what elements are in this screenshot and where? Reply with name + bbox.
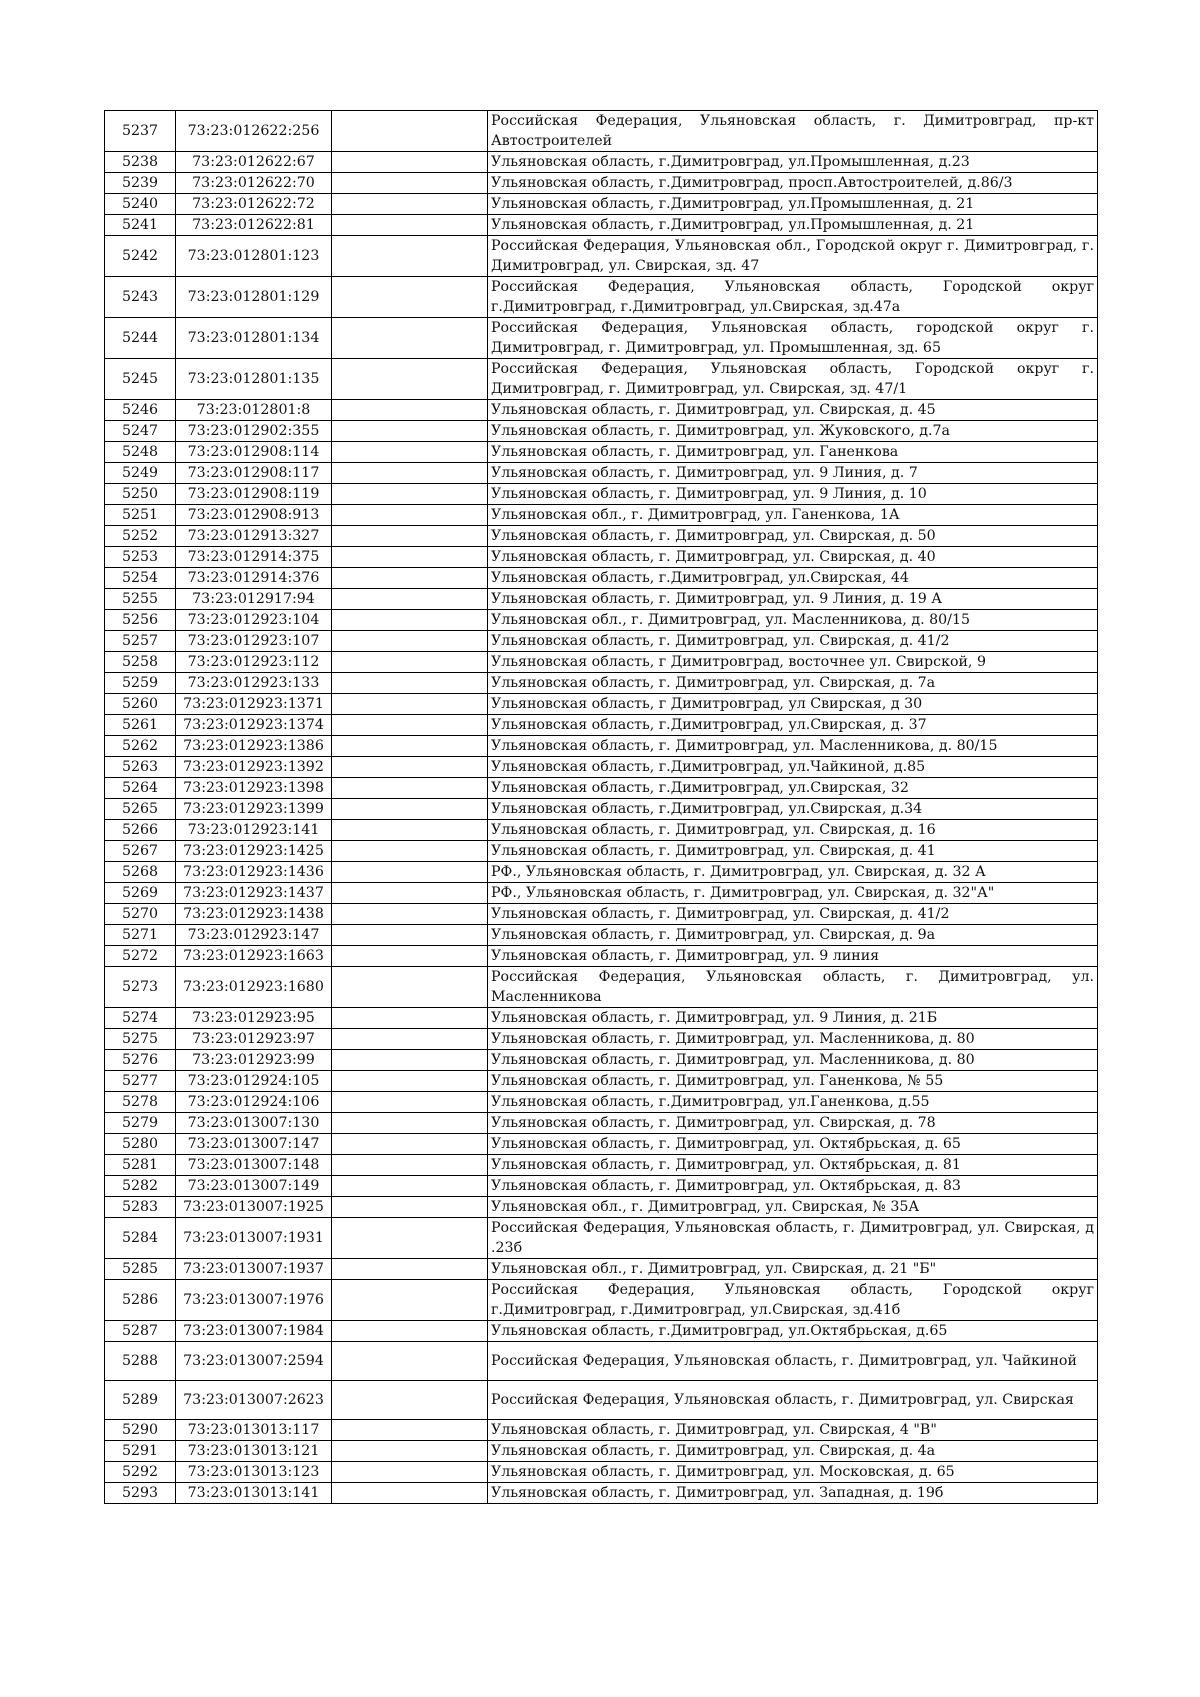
address-cell: Ульяновская область, г. Димитровград, ул. Свирская, д. 45 <box>488 400 1098 421</box>
row-number-cell: 5290 <box>105 1420 176 1441</box>
table-row <box>105 1462 1098 1483</box>
row-number-cell: 5254 <box>105 568 176 589</box>
cadastral-number-cell: 73:23:012923:1374 <box>176 715 332 736</box>
table-row <box>105 1381 1098 1420</box>
address-cell: Ульяновская область, г.Димитровград, ул.Свирская, д.34 <box>488 799 1098 820</box>
table-row <box>105 694 1098 715</box>
row-number-cell: 5280 <box>105 1134 176 1155</box>
empty-cell <box>332 652 488 673</box>
row-number-cell: 5241 <box>105 215 176 236</box>
cadastral-number-cell: 73:23:012923:147 <box>176 925 332 946</box>
table-row <box>105 236 1098 277</box>
empty-cell <box>332 862 488 883</box>
table-row <box>105 526 1098 547</box>
row-number-cell: 5263 <box>105 757 176 778</box>
cadastral-number-cell: 73:23:013007:1931 <box>176 1218 332 1259</box>
address-cell: Российская Федерация, Ульяновская область, городской округ г. Димитровград, г. Димитровград, ул. Промышленная, зд. 65 <box>488 318 1098 359</box>
table-row <box>105 277 1098 318</box>
row-number-cell: 5279 <box>105 1113 176 1134</box>
cadastral-number-cell: 73:23:012908:117 <box>176 463 332 484</box>
table-row <box>105 883 1098 904</box>
empty-cell <box>332 421 488 442</box>
address-cell: Ульяновская область, г Димитровград, ул Свирская, д 30 <box>488 694 1098 715</box>
address-cell: Ульяновская область, г. Димитровград, ул. Свирская, д. 40 <box>488 547 1098 568</box>
table-row <box>105 841 1098 862</box>
row-number-cell: 5283 <box>105 1197 176 1218</box>
address-cell: Российская Федерация, Ульяновская область, г. Димитровград, ул. Чайкиной <box>488 1342 1098 1381</box>
row-number-cell: 5249 <box>105 463 176 484</box>
address-cell: Ульяновская область, г. Димитровград, ул. Свирская, д. 9а <box>488 925 1098 946</box>
empty-cell <box>332 442 488 463</box>
address-cell: Ульяновская область, г.Димитровград, ул.Свирская, 44 <box>488 568 1098 589</box>
table-row <box>105 400 1098 421</box>
row-number-cell: 5242 <box>105 236 176 277</box>
table-row <box>105 820 1098 841</box>
table-row <box>105 1050 1098 1071</box>
row-number-cell: 5246 <box>105 400 176 421</box>
table-row <box>105 736 1098 757</box>
table-row <box>105 359 1098 400</box>
table-row <box>105 111 1098 152</box>
row-number-cell: 5281 <box>105 1155 176 1176</box>
row-number-cell: 5268 <box>105 862 176 883</box>
empty-cell <box>332 1176 488 1197</box>
cadastral-number-cell: 73:23:012923:95 <box>176 1008 332 1029</box>
address-cell: Российская Федерация, Ульяновская обл., Городской округ г. Димитровград, г. Димитровград, ул. Свирская, зд. 47 <box>488 236 1098 277</box>
table-row <box>105 673 1098 694</box>
cadastral-number-cell: 73:23:013007:2623 <box>176 1381 332 1420</box>
empty-cell <box>332 505 488 526</box>
empty-cell <box>332 1321 488 1342</box>
table-row <box>105 547 1098 568</box>
row-number-cell: 5252 <box>105 526 176 547</box>
row-number-cell: 5287 <box>105 1321 176 1342</box>
address-cell: Российская Федерация, Ульяновская область, Городской округ г.Димитровград, г.Димитровград, ул.Свирская, зд.41б <box>488 1280 1098 1321</box>
row-number-cell: 5238 <box>105 152 176 173</box>
row-number-cell: 5275 <box>105 1029 176 1050</box>
table-row <box>105 1008 1098 1029</box>
empty-cell <box>332 715 488 736</box>
table-row <box>105 1420 1098 1441</box>
empty-cell <box>332 820 488 841</box>
cadastral-number-cell: 73:23:013007:1925 <box>176 1197 332 1218</box>
address-cell: Ульяновская область, г. Димитровград, ул. Октябрьская, д. 83 <box>488 1176 1098 1197</box>
parcel-table <box>104 110 1098 1504</box>
table-row <box>105 1113 1098 1134</box>
row-number-cell: 5247 <box>105 421 176 442</box>
empty-cell <box>332 194 488 215</box>
address-cell: Ульяновская область, г. Димитровград, ул. Масленникова, д. 80 <box>488 1050 1098 1071</box>
row-number-cell: 5255 <box>105 589 176 610</box>
row-number-cell: 5243 <box>105 277 176 318</box>
empty-cell <box>332 946 488 967</box>
table-row <box>105 904 1098 925</box>
row-number-cell: 5257 <box>105 631 176 652</box>
empty-cell <box>332 1280 488 1321</box>
cadastral-number-cell: 73:23:013007:130 <box>176 1113 332 1134</box>
table-row <box>105 1218 1098 1259</box>
table-row <box>105 1441 1098 1462</box>
cadastral-number-cell: 73:23:012913:327 <box>176 526 332 547</box>
address-cell: Ульяновская область, г.Димитровград, ул.Чайкиной, д.85 <box>488 757 1098 778</box>
table-row <box>105 463 1098 484</box>
empty-cell <box>332 277 488 318</box>
empty-cell <box>332 463 488 484</box>
empty-cell <box>332 318 488 359</box>
cadastral-number-cell: 73:23:012923:107 <box>176 631 332 652</box>
table-row <box>105 1197 1098 1218</box>
empty-cell <box>332 236 488 277</box>
address-cell: Российская Федерация, Ульяновская область, г. Димитровград, пр-кт Автостроителей <box>488 111 1098 152</box>
empty-cell <box>332 1441 488 1462</box>
table-row <box>105 152 1098 173</box>
address-cell: Ульяновская область, г. Димитровград, ул. Западная, д. 19б <box>488 1483 1098 1504</box>
row-number-cell: 5262 <box>105 736 176 757</box>
cadastral-number-cell: 73:23:013013:121 <box>176 1441 332 1462</box>
row-number-cell: 5269 <box>105 883 176 904</box>
address-cell: Ульяновская область, г. Димитровград, ул. Московская, д. 65 <box>488 1462 1098 1483</box>
address-cell: Ульяновская обл., г. Димитровград, ул. Свирская, № 35А <box>488 1197 1098 1218</box>
table-row <box>105 505 1098 526</box>
empty-cell <box>332 215 488 236</box>
table-row <box>105 967 1098 1008</box>
empty-cell <box>332 1381 488 1420</box>
address-cell: Ульяновская область, г. Димитровград, ул. Октябрьская, д. 65 <box>488 1134 1098 1155</box>
table-row <box>105 1029 1098 1050</box>
empty-cell <box>332 610 488 631</box>
address-cell: Ульяновская область, г. Димитровград, ул. 9 Линия, д. 21Б <box>488 1008 1098 1029</box>
row-number-cell: 5273 <box>105 967 176 1008</box>
address-cell: Ульяновская область, г. Димитровград, ул. Свирская, д. 7а <box>488 673 1098 694</box>
row-number-cell: 5260 <box>105 694 176 715</box>
address-cell: Ульяновская область, г.Димитровград, ул.Свирская, д. 37 <box>488 715 1098 736</box>
empty-cell <box>332 1155 488 1176</box>
address-cell: Ульяновская обл., г. Димитровград, ул. Ганенкова, 1А <box>488 505 1098 526</box>
empty-cell <box>332 1259 488 1280</box>
table-row <box>105 484 1098 505</box>
cadastral-number-cell: 73:23:012914:375 <box>176 547 332 568</box>
empty-cell <box>332 152 488 173</box>
table-row <box>105 1155 1098 1176</box>
empty-cell <box>332 1218 488 1259</box>
address-cell: РФ., Ульяновская область, г. Димитровград, ул. Свирская, д. 32 А <box>488 862 1098 883</box>
empty-cell <box>332 1008 488 1029</box>
table-body <box>105 111 1098 1504</box>
table-row <box>105 173 1098 194</box>
empty-cell <box>332 1420 488 1441</box>
empty-cell <box>332 1342 488 1381</box>
empty-cell <box>332 1029 488 1050</box>
table-row <box>105 610 1098 631</box>
row-number-cell: 5284 <box>105 1218 176 1259</box>
cadastral-number-cell: 73:23:013007:1937 <box>176 1259 332 1280</box>
address-cell: Ульяновская область, г. Димитровград, ул. Жуковского, д.7а <box>488 421 1098 442</box>
cadastral-number-cell: 73:23:012801:135 <box>176 359 332 400</box>
row-number-cell: 5267 <box>105 841 176 862</box>
empty-cell <box>332 1462 488 1483</box>
empty-cell <box>332 1134 488 1155</box>
cadastral-number-cell: 73:23:012801:123 <box>176 236 332 277</box>
cadastral-number-cell: 73:23:012801:8 <box>176 400 332 421</box>
address-cell: Ульяновская область, г. Димитровград, ул. Свирская, д. 16 <box>488 820 1098 841</box>
row-number-cell: 5239 <box>105 173 176 194</box>
empty-cell <box>332 736 488 757</box>
address-cell: Российская Федерация, Ульяновская область, г. Димитровград, ул. Свирская, д .23б <box>488 1218 1098 1259</box>
cadastral-number-cell: 73:23:013007:147 <box>176 1134 332 1155</box>
table-row <box>105 631 1098 652</box>
cadastral-number-cell: 73:23:012908:119 <box>176 484 332 505</box>
empty-cell <box>332 484 488 505</box>
table-row <box>105 1071 1098 1092</box>
cadastral-number-cell: 73:23:012924:106 <box>176 1092 332 1113</box>
empty-cell <box>332 359 488 400</box>
row-number-cell: 5261 <box>105 715 176 736</box>
cadastral-number-cell: 73:23:012923:1392 <box>176 757 332 778</box>
table-row <box>105 215 1098 236</box>
address-cell: Российская Федерация, Ульяновская область, Городской округ г.Димитровград, г.Димитровград, ул.Свирская, зд.47а <box>488 277 1098 318</box>
address-cell: Ульяновская область, г.Димитровград, ул.Ганенкова, д.55 <box>488 1092 1098 1113</box>
cadastral-number-cell: 73:23:012923:1399 <box>176 799 332 820</box>
table-row <box>105 1259 1098 1280</box>
table-row <box>105 757 1098 778</box>
cadastral-number-cell: 73:23:012923:1371 <box>176 694 332 715</box>
empty-cell <box>332 631 488 652</box>
cadastral-number-cell: 73:23:012923:99 <box>176 1050 332 1071</box>
row-number-cell: 5291 <box>105 1441 176 1462</box>
row-number-cell: 5278 <box>105 1092 176 1113</box>
cadastral-number-cell: 73:23:012923:97 <box>176 1029 332 1050</box>
cadastral-number-cell: 73:23:012923:1438 <box>176 904 332 925</box>
table-row <box>105 946 1098 967</box>
empty-cell <box>332 883 488 904</box>
row-number-cell: 5286 <box>105 1280 176 1321</box>
row-number-cell: 5251 <box>105 505 176 526</box>
cadastral-number-cell: 73:23:012622:81 <box>176 215 332 236</box>
table-row <box>105 568 1098 589</box>
address-cell: Ульяновская область, г. Димитровград, ул. 9 линия <box>488 946 1098 967</box>
empty-cell <box>332 526 488 547</box>
cadastral-number-cell: 73:23:012902:355 <box>176 421 332 442</box>
address-cell: Ульяновская область, г. Димитровград, ул. 9 Линия, д. 10 <box>488 484 1098 505</box>
cadastral-number-cell: 73:23:012622:72 <box>176 194 332 215</box>
row-number-cell: 5264 <box>105 778 176 799</box>
address-cell: Ульяновская область, г Димитровград, восточнее ул. Свирской, 9 <box>488 652 1098 673</box>
row-number-cell: 5253 <box>105 547 176 568</box>
cadastral-number-cell: 73:23:012923:141 <box>176 820 332 841</box>
table-row <box>105 715 1098 736</box>
address-cell: Ульяновская область, г. Димитровград, ул. Свирская, д. 4а <box>488 1441 1098 1462</box>
table-row <box>105 589 1098 610</box>
table-row <box>105 421 1098 442</box>
empty-cell <box>332 904 488 925</box>
address-cell: Ульяновская область, г.Димитровград, ул.Промышленная, д. 21 <box>488 194 1098 215</box>
cadastral-number-cell: 73:23:012917:94 <box>176 589 332 610</box>
cadastral-number-cell: 73:23:012801:134 <box>176 318 332 359</box>
address-cell: Ульяновская область, г. Димитровград, ул. Масленникова, д. 80 <box>488 1029 1098 1050</box>
row-number-cell: 5285 <box>105 1259 176 1280</box>
table-row <box>105 194 1098 215</box>
table-row <box>105 1321 1098 1342</box>
address-cell: РФ., Ульяновская область, г. Димитровград, ул. Свирская, д. 32"А" <box>488 883 1098 904</box>
address-cell: Ульяновская область, г. Димитровград, ул. Ганенкова, № 55 <box>488 1071 1098 1092</box>
cadastral-number-cell: 73:23:012924:105 <box>176 1071 332 1092</box>
cadastral-number-cell: 73:23:012908:913 <box>176 505 332 526</box>
address-cell: Ульяновская область, г. Димитровград, ул. Свирская, 4 "В" <box>488 1420 1098 1441</box>
empty-cell <box>332 400 488 421</box>
row-number-cell: 5250 <box>105 484 176 505</box>
address-cell: Российская Федерация, Ульяновская область, г. Димитровград, ул. Свирская <box>488 1381 1098 1420</box>
cadastral-number-cell: 73:23:012908:114 <box>176 442 332 463</box>
table-row <box>105 652 1098 673</box>
row-number-cell: 5265 <box>105 799 176 820</box>
empty-cell <box>332 1483 488 1504</box>
table-row <box>105 1342 1098 1381</box>
table-row <box>105 1176 1098 1197</box>
cadastral-number-cell: 73:23:012923:1425 <box>176 841 332 862</box>
address-cell: Ульяновская область, г. Димитровград, ул. 9 Линия, д. 7 <box>488 463 1098 484</box>
cadastral-number-cell: 73:23:012914:376 <box>176 568 332 589</box>
empty-cell <box>332 967 488 1008</box>
table-row <box>105 778 1098 799</box>
address-cell: Ульяновская область, г. Димитровград, ул. Октябрьская, д. 81 <box>488 1155 1098 1176</box>
empty-cell <box>332 1050 488 1071</box>
row-number-cell: 5240 <box>105 194 176 215</box>
cadastral-number-cell: 73:23:012923:1436 <box>176 862 332 883</box>
cadastral-number-cell: 73:23:013013:117 <box>176 1420 332 1441</box>
address-cell: Ульяновская область, г. Димитровград, ул. Ганенкова <box>488 442 1098 463</box>
row-number-cell: 5272 <box>105 946 176 967</box>
cadastral-number-cell: 73:23:012622:67 <box>176 152 332 173</box>
address-cell: Ульяновская область, г. Димитровград, ул. 9 Линия, д. 19 А <box>488 589 1098 610</box>
cadastral-number-cell: 73:23:012923:1663 <box>176 946 332 967</box>
address-cell: Ульяновская область, г. Димитровград, ул. Масленникова, д. 80/15 <box>488 736 1098 757</box>
address-cell: Ульяновская область, г.Димитровград, ул.Промышленная, д.23 <box>488 152 1098 173</box>
cadastral-number-cell: 73:23:012622:256 <box>176 111 332 152</box>
row-number-cell: 5245 <box>105 359 176 400</box>
address-cell: Ульяновская обл., г. Димитровград, ул. Масленникова, д. 80/15 <box>488 610 1098 631</box>
table-row <box>105 925 1098 946</box>
empty-cell <box>332 1197 488 1218</box>
empty-cell <box>332 799 488 820</box>
cadastral-number-cell: 73:23:013013:123 <box>176 1462 332 1483</box>
empty-cell <box>332 925 488 946</box>
row-number-cell: 5244 <box>105 318 176 359</box>
cadastral-number-cell: 73:23:013007:1984 <box>176 1321 332 1342</box>
address-cell: Ульяновская область, г. Димитровград, ул. Свирская, д. 41 <box>488 841 1098 862</box>
table-row <box>105 799 1098 820</box>
row-number-cell: 5248 <box>105 442 176 463</box>
cadastral-number-cell: 73:23:012801:129 <box>176 277 332 318</box>
row-number-cell: 5266 <box>105 820 176 841</box>
empty-cell <box>332 111 488 152</box>
row-number-cell: 5270 <box>105 904 176 925</box>
address-cell: Ульяновская область, г.Димитровград, просп.Автостроителей, д.86/3 <box>488 173 1098 194</box>
address-cell: Ульяновская область, г.Димитровград, ул.Свирская, 32 <box>488 778 1098 799</box>
address-cell: Ульяновская область, г. Димитровград, ул. Свирская, д. 41/2 <box>488 904 1098 925</box>
cadastral-number-cell: 73:23:012923:112 <box>176 652 332 673</box>
cadastral-number-cell: 73:23:012923:133 <box>176 673 332 694</box>
cadastral-number-cell: 73:23:013007:149 <box>176 1176 332 1197</box>
table-row <box>105 1134 1098 1155</box>
address-cell: Российская Федерация, Ульяновская область, г. Димитровград, ул. Масленникова <box>488 967 1098 1008</box>
cadastral-number-cell: 73:23:012923:1680 <box>176 967 332 1008</box>
row-number-cell: 5256 <box>105 610 176 631</box>
empty-cell <box>332 1113 488 1134</box>
row-number-cell: 5277 <box>105 1071 176 1092</box>
empty-cell <box>332 1092 488 1113</box>
row-number-cell: 5274 <box>105 1008 176 1029</box>
address-cell: Ульяновская область, г. Димитровград, ул. Свирская, д. 78 <box>488 1113 1098 1134</box>
address-cell: Ульяновская область, г. Димитровград, ул. Свирская, д. 41/2 <box>488 631 1098 652</box>
cadastral-number-cell: 73:23:013007:1976 <box>176 1280 332 1321</box>
cadastral-number-cell: 73:23:013007:2594 <box>176 1342 332 1381</box>
cadastral-number-cell: 73:23:012923:1386 <box>176 736 332 757</box>
empty-cell <box>332 757 488 778</box>
table-row <box>105 1483 1098 1504</box>
row-number-cell: 5259 <box>105 673 176 694</box>
table-row <box>105 1092 1098 1113</box>
row-number-cell: 5293 <box>105 1483 176 1504</box>
row-number-cell: 5288 <box>105 1342 176 1381</box>
address-cell: Ульяновская область, г. Димитровград, ул. Свирская, д. 50 <box>488 526 1098 547</box>
cadastral-number-cell: 73:23:013007:148 <box>176 1155 332 1176</box>
address-cell: Ульяновская обл., г. Димитровград, ул. Свирская, д. 21 "Б" <box>488 1259 1098 1280</box>
table-row <box>105 1280 1098 1321</box>
row-number-cell: 5292 <box>105 1462 176 1483</box>
cadastral-number-cell: 73:23:012622:70 <box>176 173 332 194</box>
empty-cell <box>332 589 488 610</box>
table-row <box>105 862 1098 883</box>
table-row <box>105 318 1098 359</box>
cadastral-number-cell: 73:23:013013:141 <box>176 1483 332 1504</box>
empty-cell <box>332 694 488 715</box>
cadastral-number-cell: 73:23:012923:1398 <box>176 778 332 799</box>
address-cell: Ульяновская область, г.Димитровград, ул.Октябрьская, д.65 <box>488 1321 1098 1342</box>
empty-cell <box>332 673 488 694</box>
row-number-cell: 5289 <box>105 1381 176 1420</box>
empty-cell <box>332 568 488 589</box>
empty-cell <box>332 841 488 862</box>
address-cell: Ульяновская область, г.Димитровград, ул.Промышленная, д. 21 <box>488 215 1098 236</box>
table-row <box>105 442 1098 463</box>
row-number-cell: 5271 <box>105 925 176 946</box>
empty-cell <box>332 778 488 799</box>
cadastral-number-cell: 73:23:012923:104 <box>176 610 332 631</box>
row-number-cell: 5237 <box>105 111 176 152</box>
address-cell: Российская Федерация, Ульяновская область, Городской округ г. Димитровград, г. Димитровград, ул. Свирская, зд. 47/1 <box>488 359 1098 400</box>
cadastral-number-cell: 73:23:012923:1437 <box>176 883 332 904</box>
empty-cell <box>332 173 488 194</box>
row-number-cell: 5276 <box>105 1050 176 1071</box>
empty-cell <box>332 547 488 568</box>
empty-cell <box>332 1071 488 1092</box>
row-number-cell: 5282 <box>105 1176 176 1197</box>
row-number-cell: 5258 <box>105 652 176 673</box>
